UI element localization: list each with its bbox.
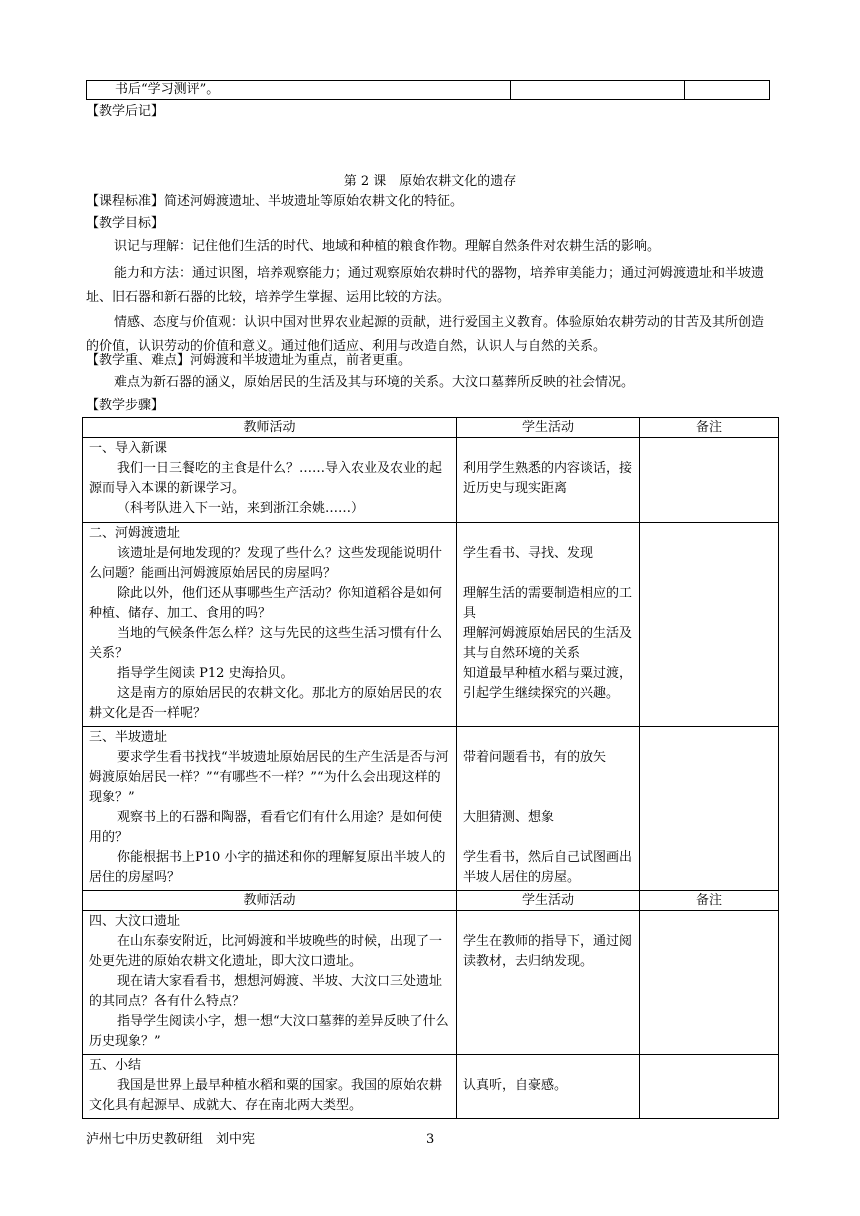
table-header-row [83,891,779,911]
student-cell [457,1055,640,1119]
teacher-text: 这是南方的原始居民的农耕文化。那北方的原始居民的农耕文化是否一样呢？ [89,686,443,721]
lesson-title: 第 2 课 原始农耕文化的遗存 [343,174,517,189]
student-cell [457,727,640,891]
teacher-text: 我国是世界上最早种植水稻和粟的国家。我国的原始农耕文化具有起源早、成就大、存在南北两大类型。 [89,1078,443,1113]
notes-cell [640,1055,779,1119]
teacher-text: 在山东泰安附近，比河姆渡和半坡晚些的时候，出现了一处更先进的原始农耕文化遗址，即大汶口遗址。 [89,934,443,969]
student-text: 大胆猜测、想象 [463,810,555,825]
header-notes: 备注 [640,418,779,438]
previous-table-last-row [86,80,770,100]
section-title: 五、小结 [89,1058,142,1073]
steps-heading: 【教学步骤】 [86,398,165,413]
objectives-heading: 【教学目标】 [86,216,165,231]
teacher-text: 现在请大家看看书，想想河姆渡、半坡、大汶口三处遗址的其同点？各有什么特点？ [89,974,443,1009]
student-cell [457,523,640,727]
notes-cell [640,438,779,523]
difficulty: 难点为新石器的涵义，原始居民的生活及其与环境的关系。大汶口墓葬所反映的社会情况。 [114,375,635,390]
section-title: 四、大汶口遗址 [89,914,181,929]
table-row [83,911,779,1055]
notes-cell [640,727,779,891]
student-text: 理解河姆渡原始居民的生活及其与自然环境的关系 [463,626,633,661]
student-text: 理解生活的需要制造相应的工具 [463,586,633,621]
student-text: 认真听，自豪感。 [463,1078,568,1093]
section-title: 二、河姆渡遗址 [89,526,181,541]
teacher-cell [83,911,457,1055]
student-text: 利用学生熟悉的内容谈话，接近历史与现实距离 [463,461,633,496]
page-number: 3 [426,1132,435,1147]
teacher-cell [83,523,457,727]
objective-ability: 能力和方法：通过识图，培养观察能力；通过观察原始农耕时代的器物，培养审美能力；通过河姆渡遗址和半坡遗址、旧石器和新石器的比较，培养学生掌握、运用比较的方法。 [86,266,765,305]
student-text: 学生看书、寻找、发现 [463,546,594,561]
notes-cell [640,911,779,1055]
teacher-cell [83,727,457,891]
section-title: 三、半坡遗址 [89,730,168,745]
student-text: 带着问题看书，有的放矢 [463,750,607,765]
teacher-text: 指导学生阅读小字，想一想“大汶口墓葬的差异反映了什么历史现象？” [89,1014,449,1049]
previous-table-cell-text: 书后“学习测评”。 [87,81,511,100]
teacher-cell [83,1055,457,1119]
teacher-text: 该遗址是何地发现的？发现了些什么？这些发现能说明什么问题？能画出河姆渡原始居民的房屋吗？ [89,546,443,581]
table-row [83,727,779,891]
teacher-text: 除此以外，他们还从事哪些生产活动？你知道稻谷是如何种植、储存、加工、食用的吗？ [89,586,443,621]
header-student: 学生活动 [457,891,640,911]
objective-values: 情感、态度与价值观：认识中国对世界农业起源的贡献，进行爱国主义教育。体验原始农耕劳动的甘苦及其所创造的价值，认识劳动的价值和意义。通过他们适应、利用与改造自然，认识人与自然的关系。 [86,315,765,354]
teaching-steps-table [82,417,779,1119]
teacher-cell [83,438,457,523]
header-teacher: 教师活动 [83,891,457,911]
teacher-text: 当地的气候条件怎么样？这与先民的这些生活习惯有什么关系？ [89,626,443,661]
teacher-text: 要求学生看书找找“半坡遗址原始居民的生产生活是否与河姆渡原始居民一样？”“有哪些不一样？”“为什么会出现这样的现象？” [89,750,449,805]
postscript-heading: 【教学后记】 [86,104,165,119]
student-cell [457,911,640,1055]
section-title: 一、导入新课 [89,441,168,456]
table-header-row [83,418,779,438]
student-text: 学生在教师的指导下，通过阅读教材，去归纳发现。 [463,934,633,969]
curriculum-standard: 【课程标准】简述河姆渡遗址、半坡遗址等原始农耕文化的特征。 [86,194,464,209]
notes-cell [640,523,779,727]
table-row [83,438,779,523]
previous-table-cell-empty [511,81,685,100]
objective-knowledge: 识记与理解：记住他们生活的时代、地域和种植的粮食作物。理解自然条件对农耕生活的影响。 [114,239,661,254]
header-notes: 备注 [640,891,779,911]
teacher-text: （科考队进入下一站，来到浙江余姚……） [117,501,365,516]
header-teacher: 教师活动 [83,418,457,438]
previous-table-cell-empty [685,81,770,100]
header-student: 学生活动 [457,418,640,438]
table-row [83,1055,779,1119]
student-cell [457,438,640,523]
table-row [83,523,779,727]
teacher-text: 你能根据书上P10 小字的描述和你的理解复原出半坡人的居住的房屋吗？ [89,850,446,885]
student-text: 知道最早种植水稻与粟过渡，引起学生继续探究的兴趣。 [463,666,633,701]
student-text: 学生看书，然后自己试图画出半坡人居住的房屋。 [463,850,633,885]
footer-author: 泸州七中历史教研组 刘中宪 [86,1132,256,1147]
teacher-text: 指导学生阅读 P12 史海拾贝。 [117,666,294,681]
teacher-text: 我们一日三餐吃的主食是什么？……导入农业及农业的起源而导入本课的新课学习。 [89,461,443,496]
key-points: 【教学重、难点】河姆渡和半坡遗址为重点，前者更重。 [86,353,412,368]
teacher-text: 观察书上的石器和陶器，看看它们有什么用途？是如何使用的？ [89,810,443,845]
